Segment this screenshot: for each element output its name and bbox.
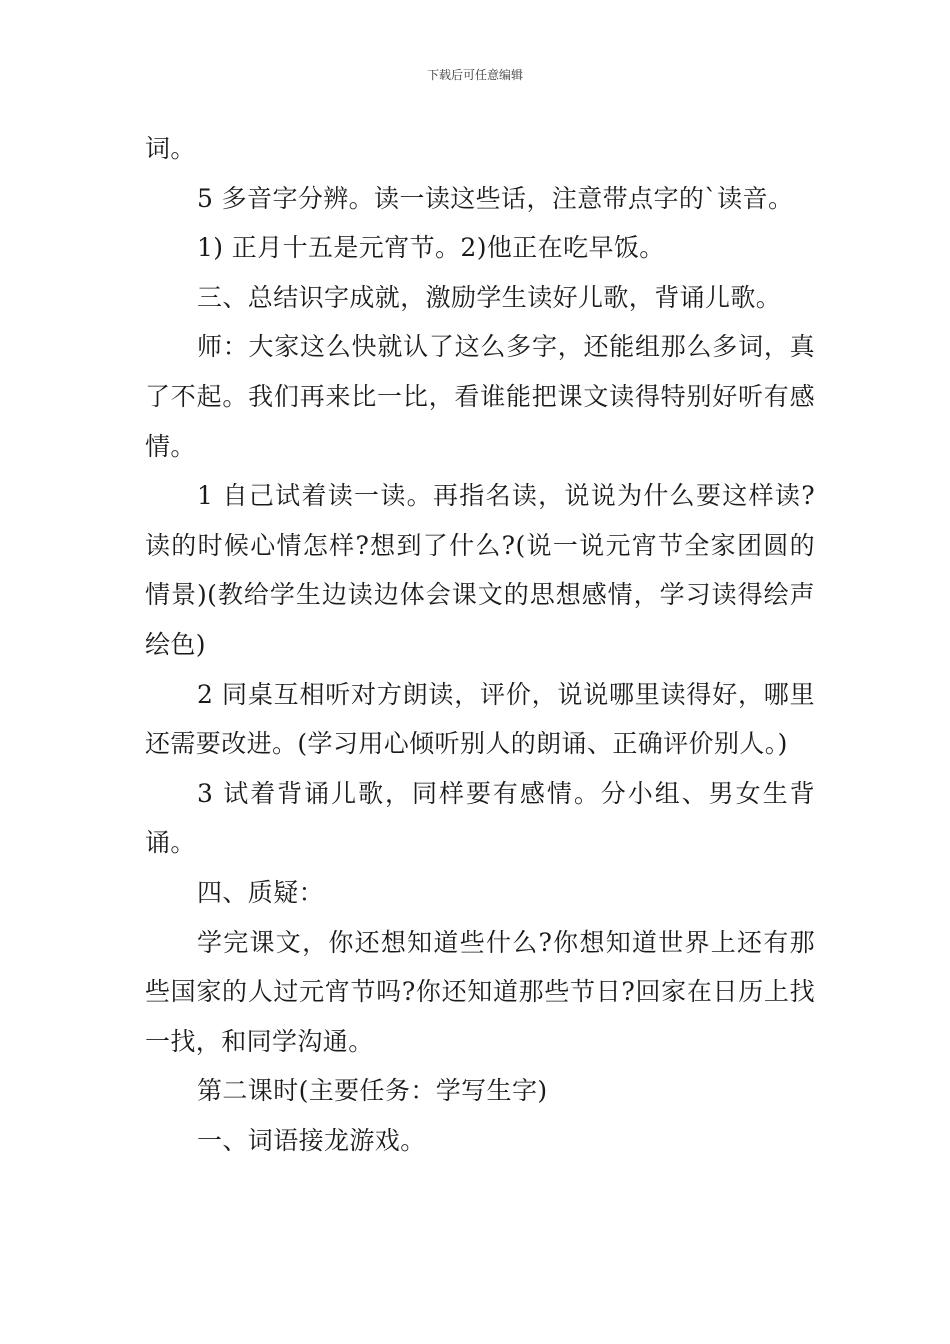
paragraph-polyphone-task: 5 多音字分辨。读一读这些话，注意带点字的`读音。 — [197, 183, 794, 213]
paragraph-teacher-remark: 师：大家这么快就认了这么多字，还能组那么多词，真了不起。我们再来比一比，看谁能把课文读得特别好听有感情。 — [145, 332, 815, 461]
section-heading-second-lesson: 第二课时(主要任务：学写生字) — [197, 1076, 548, 1106]
paragraph-example-sentences: 1) 正月十五是元宵节。2)他正在吃早饭。 — [197, 233, 665, 263]
page-header: 下载后可任意编辑 — [426, 68, 523, 82]
section-heading-questions: 四、质疑： — [197, 877, 325, 907]
paragraph-step-3: 3 试着背诵儿歌，同样要有感情。分小组、男女生背诵。 — [145, 778, 815, 858]
paragraph-questions: 学完课文，你还想知道些什么?你想知道世界上还有那些国家的人过元宵节吗?你还知道那些节日?回家在日历上找一找，和同学沟通。 — [145, 927, 815, 1056]
paragraph-continuation: 词。 — [145, 134, 196, 163]
section-heading-word-game: 一、词语接龙游戏。 — [197, 1125, 426, 1155]
paragraph-step-1: 1 自己试着读一读。再指名读，说说为什么要这样读?读的时候心情怎样?想到了什么?(说一说元宵节全家团圆的情景)(教给学生边读边体会课文的思想感情，学习读得绘声绘色) — [145, 481, 815, 659]
document-body — [145, 124, 815, 1165]
paragraph-step-2: 2 同桌互相听对方朗读，评价，说说哪里读得好，哪里还需要改进。(学习用心倾听别人的朗诵、正确评价别人。) — [145, 679, 815, 759]
section-heading-summary: 三、总结识字成就，激励学生读好儿歌，背诵儿歌。 — [197, 282, 782, 312]
